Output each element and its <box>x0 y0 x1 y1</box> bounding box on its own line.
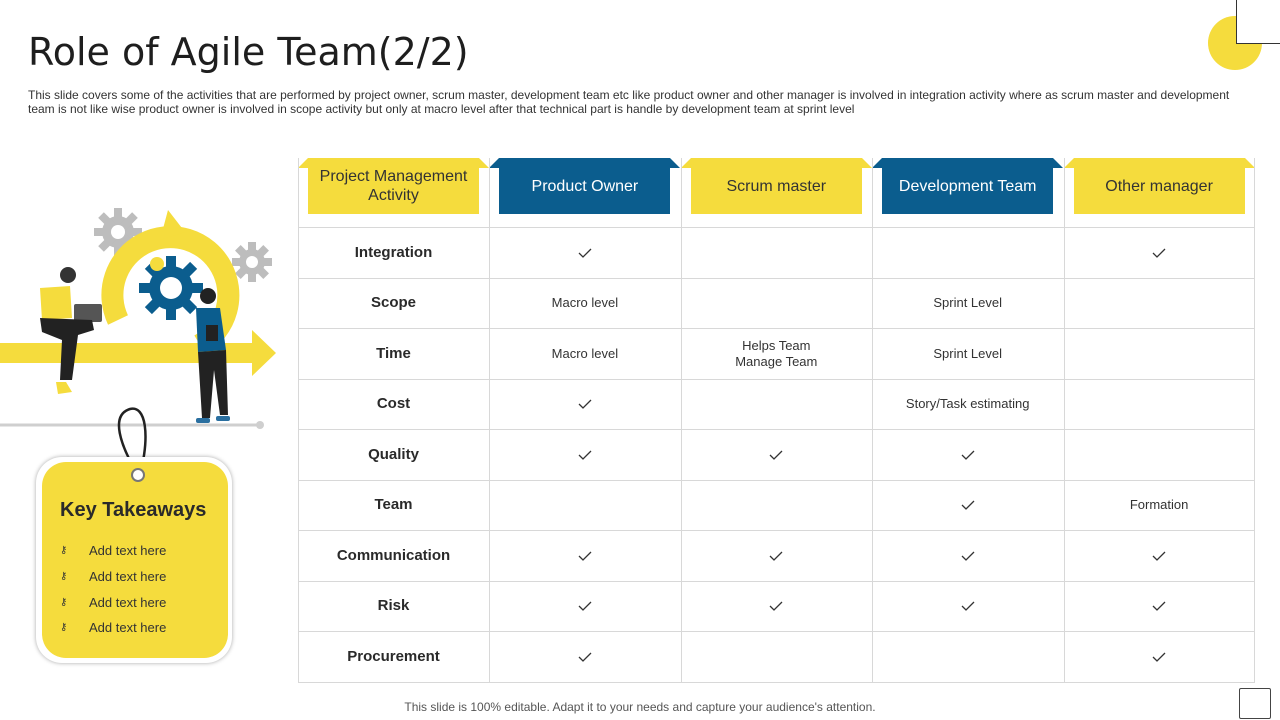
table-row <box>298 279 1255 330</box>
activity-label: Risk <box>377 597 410 615</box>
table-cell-text: Macro level <box>551 345 619 361</box>
check-icon <box>681 531 872 581</box>
check-icon <box>1064 228 1255 278</box>
check-icon <box>1064 632 1255 682</box>
man-with-laptop-illustration <box>40 267 102 394</box>
table-gridline <box>1254 158 1255 683</box>
table-cell-empty <box>872 632 1063 682</box>
table-row <box>298 582 1255 633</box>
table-header-cell <box>298 158 489 227</box>
table-row <box>298 430 1255 481</box>
header-fold-right <box>479 158 489 168</box>
activity-label: Cost <box>376 395 411 413</box>
table-gridline <box>298 158 299 683</box>
header-fold-left <box>681 158 691 168</box>
table-header-cell <box>1064 158 1255 227</box>
header-label: Project Management Activity <box>308 158 479 214</box>
activity-label: Communication <box>336 546 451 564</box>
table-cell-empty <box>681 481 872 531</box>
table-cell-text: Formation <box>1129 497 1189 513</box>
takeaway-text: Add text here <box>89 569 167 585</box>
table-row <box>298 329 1255 380</box>
activity-label: Team <box>374 496 413 514</box>
header-label: Product Owner <box>499 158 670 214</box>
activity-label: Time <box>376 344 411 362</box>
table-header-cell <box>872 158 1063 227</box>
decorative-corner-box <box>1239 688 1271 719</box>
takeaway-item <box>60 615 166 641</box>
table-gridline <box>489 158 490 683</box>
table-cell-empty <box>681 380 872 430</box>
key-icon: ⚷ <box>60 545 68 557</box>
activity-label: Integration <box>354 243 433 261</box>
table-cell-empty <box>681 632 872 682</box>
decorative-outline-box <box>1236 0 1280 44</box>
table-row <box>298 632 1255 682</box>
table-row <box>298 531 1255 582</box>
table-cell-empty <box>681 228 872 278</box>
slide-description: This slide covers some of the activities that are performed by project owner, scrum master, development team etc like product owner and other manager is involved in integration activity where as scrum master and development team is not like wise product owner is involved in scope activity but only at macro level after that technical part is handle by development team at sprint level <box>28 88 1230 116</box>
table-cell-empty <box>1064 430 1255 480</box>
table-row <box>298 228 1255 279</box>
table-header-cell <box>681 158 872 227</box>
table-cell-empty <box>872 228 1063 278</box>
table-body <box>298 227 1255 683</box>
activity-label: Quality <box>368 445 419 463</box>
header-fold-left <box>489 158 499 168</box>
takeaway-text: Add text here <box>89 543 167 559</box>
table-cell-text: Macro level <box>551 295 619 311</box>
header-fold-left <box>872 158 882 168</box>
agile-team-illustration <box>0 200 280 440</box>
header-label: Other manager <box>1074 158 1245 214</box>
header-label: Scrum master <box>691 158 862 214</box>
check-icon <box>872 531 1063 581</box>
table-cell-text: Helps Team Manage Team <box>735 337 818 369</box>
footer-note: This slide is 100% editable. Adapt it to your needs and capture your audience's attention. <box>404 700 876 714</box>
check-icon <box>489 228 680 278</box>
check-icon <box>489 380 680 430</box>
table-cell-text: Sprint Level <box>933 295 1003 311</box>
takeaway-text: Add text here <box>89 620 167 636</box>
slide-title: Role of Agile Team(2/2) <box>28 30 469 74</box>
table-cell-empty <box>1064 279 1255 329</box>
table-cell-text: Story/Task estimating <box>905 396 1030 412</box>
table-gridline <box>681 158 682 683</box>
header-fold-left <box>298 158 308 168</box>
agile-roles-table <box>298 158 1255 683</box>
key-icon: ⚷ <box>60 622 68 634</box>
takeaways-list <box>60 538 166 641</box>
activity-label: Procurement <box>347 647 440 665</box>
takeaway-item <box>60 589 166 615</box>
header-fold-right <box>862 158 872 168</box>
header-fold-right <box>670 158 680 168</box>
table-cell-empty <box>1064 380 1255 430</box>
check-icon <box>681 582 872 632</box>
check-icon <box>872 582 1063 632</box>
header-label: Development Team <box>882 158 1053 214</box>
table-gridline <box>872 158 873 683</box>
gear-icon <box>232 242 272 282</box>
tag-hole-icon <box>131 468 145 482</box>
table-cell-empty <box>489 481 680 531</box>
check-icon <box>489 582 680 632</box>
check-icon <box>872 481 1063 531</box>
table-header-cell <box>489 158 680 227</box>
key-icon: ⚷ <box>60 596 68 608</box>
takeaways-title: Key Takeaways <box>60 499 207 521</box>
takeaway-item <box>60 538 166 564</box>
takeaway-text: Add text here <box>89 594 167 610</box>
table-cell-empty <box>681 279 872 329</box>
table-cell-empty <box>1064 329 1255 379</box>
check-icon <box>1064 582 1255 632</box>
activity-label: Scope <box>370 294 416 312</box>
check-icon <box>489 430 680 480</box>
key-icon: ⚷ <box>60 571 68 583</box>
check-icon <box>872 430 1063 480</box>
header-fold-right <box>1053 158 1063 168</box>
table-gridline <box>1064 158 1065 683</box>
table-row <box>298 481 1255 532</box>
check-icon <box>489 531 680 581</box>
table-cell-text: Sprint Level <box>933 345 1003 361</box>
takeaway-item <box>60 564 166 590</box>
header-fold-left <box>1064 158 1074 168</box>
table-header-row <box>298 158 1255 227</box>
table-row <box>298 380 1255 431</box>
blue-gear-icon <box>139 256 203 320</box>
check-icon <box>1064 531 1255 581</box>
check-icon <box>489 632 680 682</box>
check-icon <box>681 430 872 480</box>
